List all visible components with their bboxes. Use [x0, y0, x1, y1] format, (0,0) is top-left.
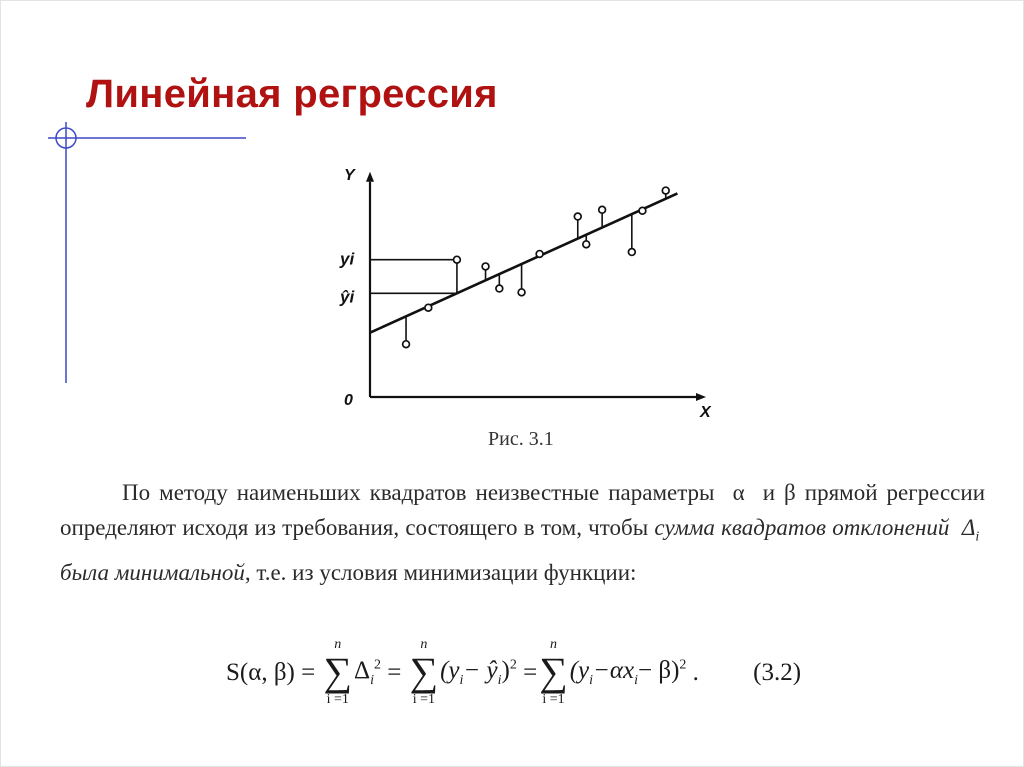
equation-number: (3.2): [753, 659, 802, 686]
italic-phrase-2: была минимальной: [60, 559, 245, 585]
data-point-5: [496, 285, 503, 292]
regression-scatter-chart: [330, 160, 711, 430]
data-point-8: [574, 213, 581, 220]
sum-symbol-2: n ∑ i =1: [409, 637, 439, 707]
figure-caption: Рис. 3.1: [488, 428, 554, 450]
paragraph-text-1: По методу наименьших квадратов неизвестные параметры: [122, 480, 715, 505]
sum-lower-limit: i =1: [326, 692, 349, 707]
data-point-1: [403, 341, 410, 348]
data-point-6: [518, 289, 525, 296]
slide-title: Линейная регрессия: [86, 72, 498, 116]
data-point-3: [454, 256, 461, 263]
data-point-13: [662, 187, 669, 194]
explanation-paragraph: [60, 475, 985, 590]
data-point-2: [425, 304, 432, 311]
sum-symbol-1: n ∑ i =1: [323, 637, 352, 707]
data-point-7: [536, 251, 543, 258]
crosshair-decoration: [0, 0, 260, 400]
alpha-symbol: α: [732, 480, 745, 505]
formula-equals-3: =: [523, 659, 538, 686]
paragraph-text-2: прямой регрессии определяют исходя из требования, состоящего в том, чтобы: [60, 480, 986, 540]
paragraph-text-3: , т.е. из условия минимизации функции:: [244, 559, 637, 585]
data-point-9: [583, 241, 590, 248]
x-axis-label: X: [700, 404, 711, 421]
formula-equals-2: =: [387, 659, 402, 686]
data-point-12: [639, 207, 646, 214]
y-axis-label: Y: [344, 166, 355, 184]
data-point-11: [628, 249, 635, 256]
yi-tick-label: yi: [340, 249, 355, 269]
formula-3-2: [226, 638, 801, 708]
formula-lhs: S(α, β) =: [226, 659, 316, 686]
data-point-4: [482, 263, 489, 270]
sum-symbol-3: n ∑ i =1: [539, 637, 568, 707]
delta-subscript: i: [975, 529, 980, 545]
sum-upper-limit: n: [334, 637, 342, 652]
formula-period: .: [692, 659, 699, 686]
data-point-10: [599, 206, 606, 213]
delta-symbol: Δ: [961, 515, 976, 540]
formula-term-1: $\Delta_i^2$: [354, 657, 381, 688]
and-word: и: [762, 480, 775, 505]
origin-label: 0: [344, 392, 353, 409]
y-axis-arrow: [366, 172, 374, 182]
formula-term-2: ($y_i-$ $ŷ_i)^2$: [440, 657, 517, 688]
italic-phrase-1: сумма квадратов отклонений: [654, 515, 950, 540]
formula-term-3: $(y_i-\alpha x_i- \beta)^2$: [569, 657, 687, 688]
beta-symbol: β: [784, 480, 796, 505]
yhat-tick-label: ŷi: [340, 287, 355, 307]
